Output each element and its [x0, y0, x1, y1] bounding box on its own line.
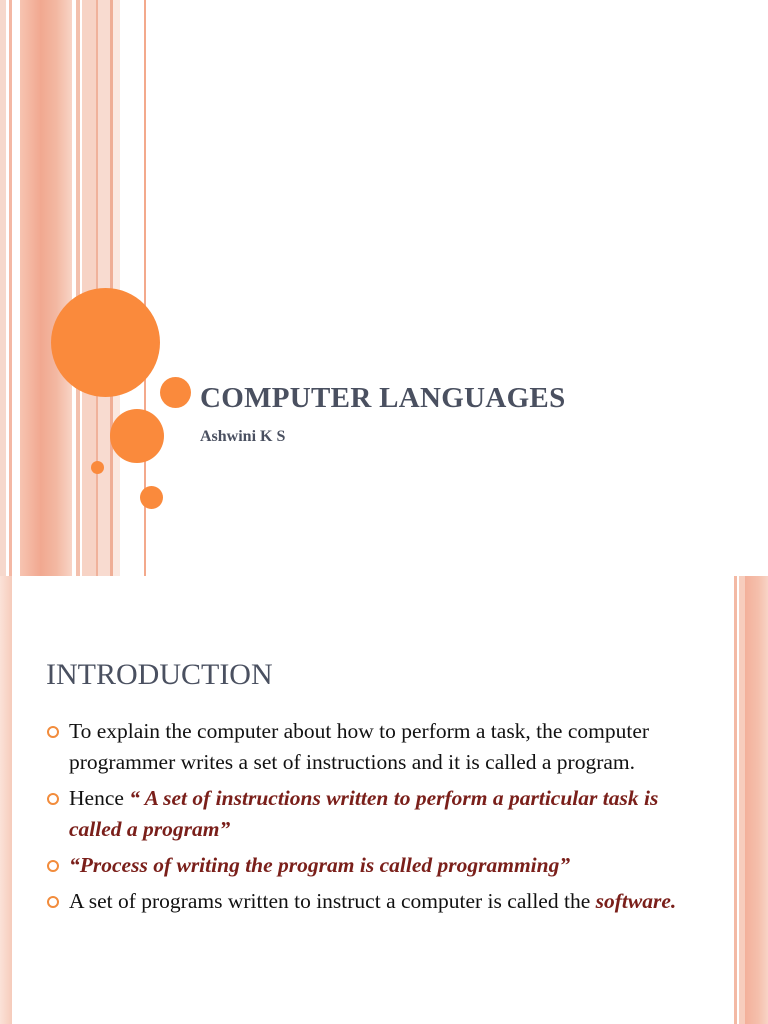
decor-stripe [82, 0, 96, 576]
bullet-circle-icon [47, 896, 59, 908]
bullet-emphasis: “ A set of instructions written to perform a particular task is called a program” [69, 786, 659, 841]
decor-circle-small [160, 377, 191, 408]
content-slide [0, 576, 768, 1024]
decor-stripe [9, 0, 12, 576]
bullet-circle-icon [47, 726, 59, 738]
decor-circle-large [51, 288, 160, 397]
bullet-emphasis: “Process of writing the program is called programming” [69, 853, 571, 877]
decor-stripe [734, 576, 737, 1024]
bullet-text: A set of programs written to instruct a computer is called the [69, 889, 596, 913]
decor-stripe [0, 576, 12, 1024]
decor-circle-tiny [91, 461, 104, 474]
slide-title: INTRODUCTION [46, 658, 273, 691]
decor-stripe [0, 0, 6, 576]
list-item [46, 886, 686, 917]
bullet-circle-icon [47, 860, 59, 872]
bullet-emphasis: software. [595, 889, 677, 913]
list-item [46, 850, 686, 881]
slide-title: COMPUTER LANGUAGES [200, 382, 566, 414]
decor-stripe [76, 0, 80, 576]
decor-circle-medium [110, 409, 164, 463]
bullet-text: To explain the computer about how to perform a task, the computer programmer writes a set of instructions and it is called a program. [69, 719, 650, 774]
decor-stripe [20, 0, 72, 576]
bullet-text: Hence [69, 786, 130, 810]
list-item [46, 783, 686, 845]
list-item [46, 716, 686, 778]
bullet-list [46, 716, 686, 922]
slide-author: Ashwini K S [200, 428, 286, 445]
bullet-circle-icon [47, 793, 59, 805]
decor-stripe [745, 576, 768, 1024]
decor-circle-small [140, 486, 163, 509]
